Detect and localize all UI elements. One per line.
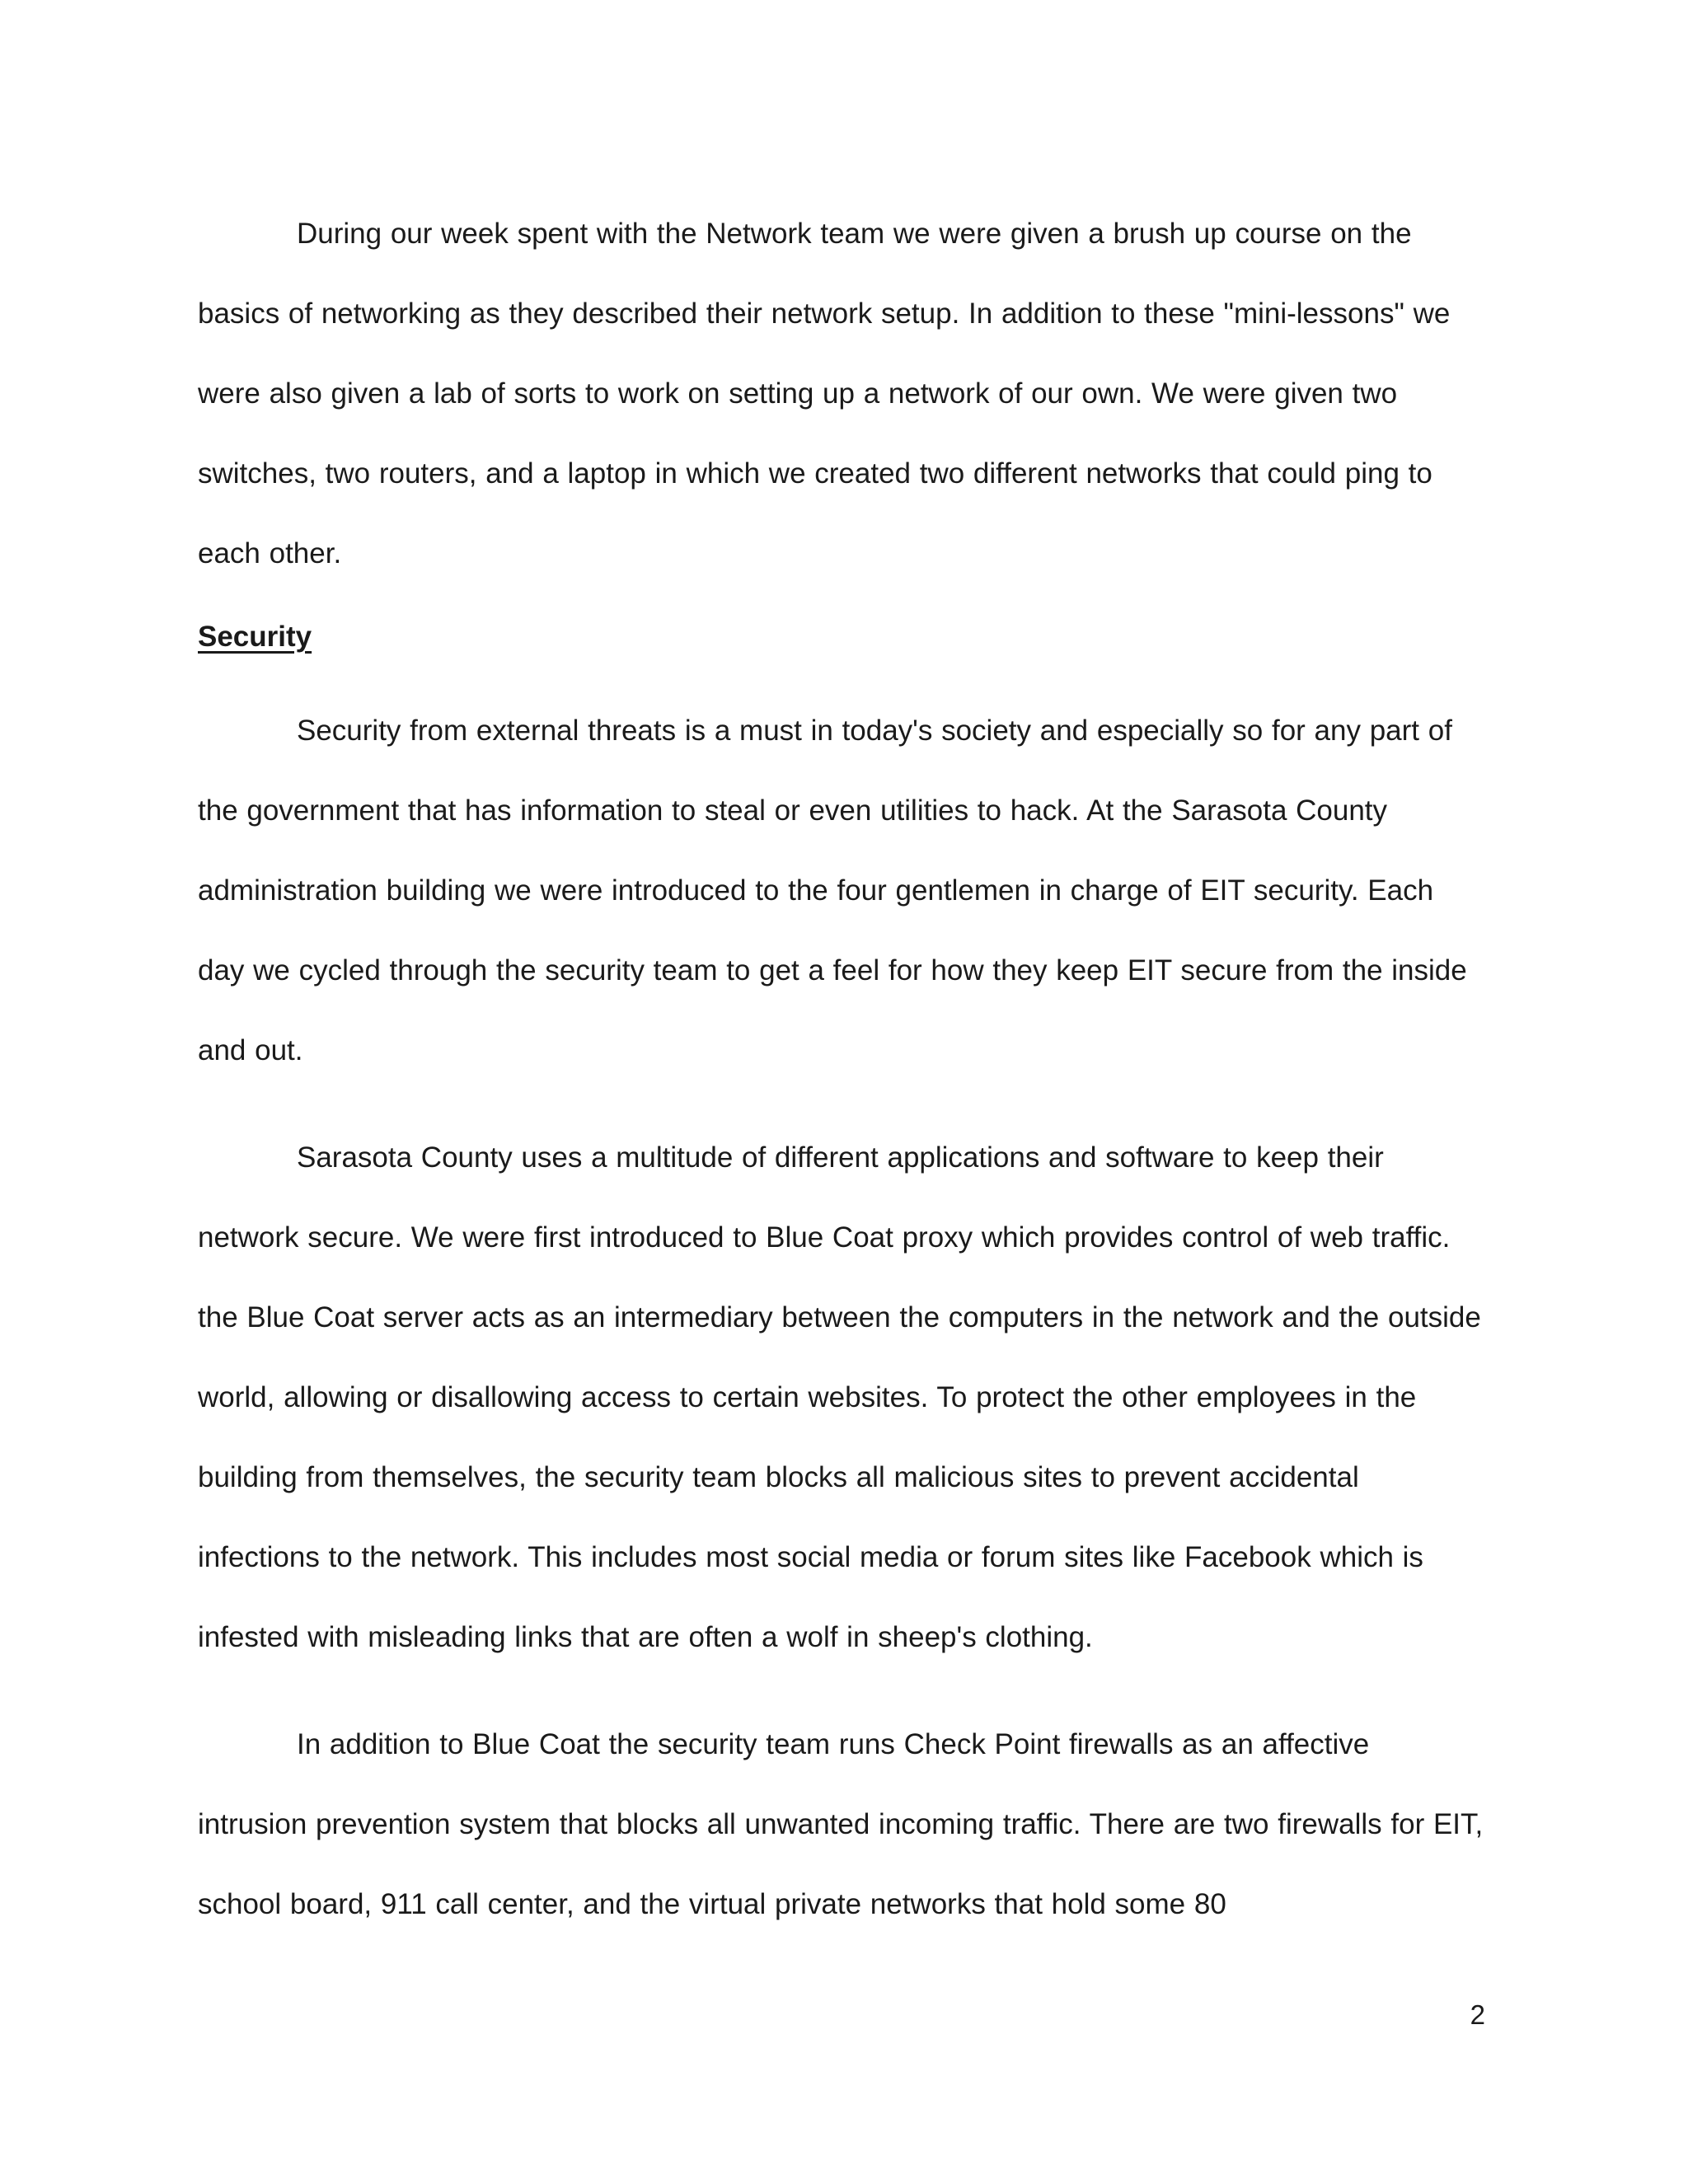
paragraph-check-point: In addition to Blue Coat the security team runs Check Point firewalls as an affective intrusion prevention system that blocks all unwanted incoming traffic. There are two firewalls for EIT, school board, 911 call center, and the virtual private networks that hold some 80 (198, 1728, 1484, 1920)
page-number: 2 (1470, 1999, 1485, 2030)
section-heading-security: Security (198, 621, 312, 653)
page-body (198, 194, 1484, 1944)
paragraph-blue-coat: Sarasota County uses a multitude of different applications and software to keep their network secure. We were first introduced to Blue Coat proxy which provides control of web traffic. the Blue Coat server acts as an intermediary between the computers in the network and the outside world, allowing or disallowing access to certain websites. To protect the other employees in the building from themselves, the security team blocks all malicious sites to prevent accidental infections to the network. This includes most social media or forum sites like Facebook which is infested with misleading links that are often a wolf in sheep's clothing. (198, 1141, 1481, 1653)
paragraph-security-intro: Security from external threats is a must in today's society and especially so for any part of the government that has information to steal or even utilities to hack. At the Sarasota County administration building we were introduced to the four gentlemen in charge of EIT security. Each day we cycled through the security team to get a feel for how they keep EIT secure from the inside and out. (198, 715, 1467, 1066)
paragraph-network-lab: During our week spent with the Network team we were given a brush up course on the basics of networking as they described their network setup. In addition to these "mini-lessons" we were also given a lab of sorts to work on setting up a network of our own. We were given two switches, two routers, and a laptop in which we created two different networks that could ping to each other. (198, 218, 1451, 569)
